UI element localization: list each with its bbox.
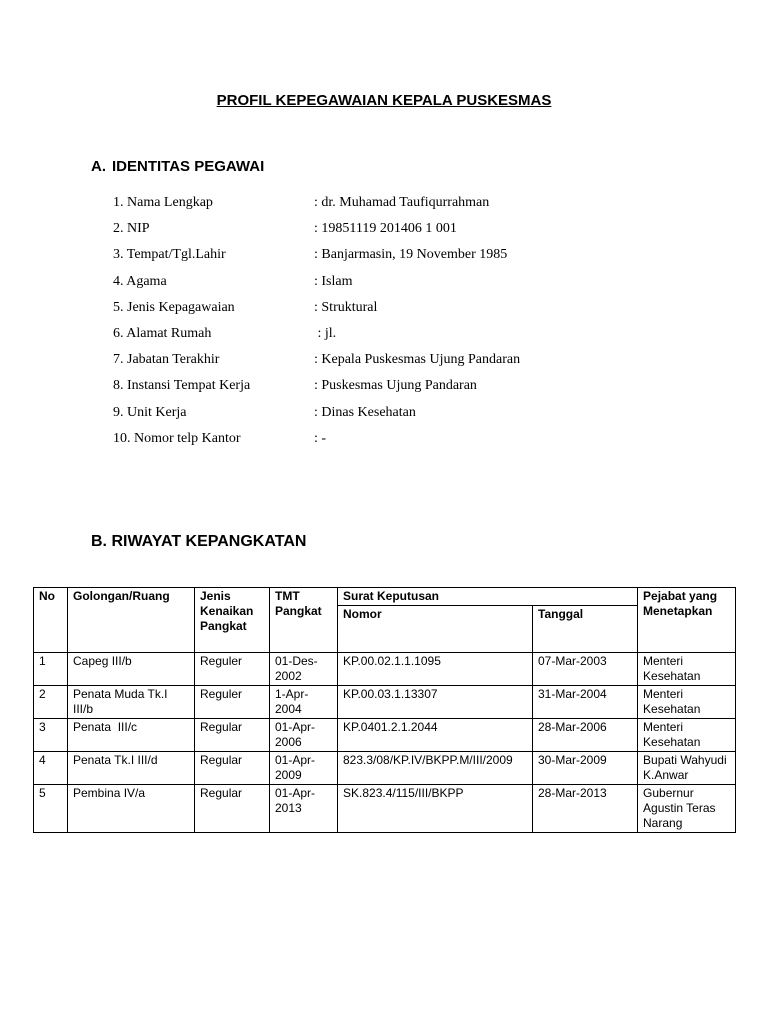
cell-tanggal: 30-Mar-2009	[533, 752, 638, 785]
cell-tmt: 01-Apr-2006	[270, 719, 338, 752]
cell-nomor: SK.823.4/115/III/BKPP	[338, 785, 533, 833]
cell-nomor: KP.00.03.1.13307	[338, 686, 533, 719]
identity-value: : Banjarmasin, 19 November 1985	[314, 247, 508, 263]
identity-row	[113, 430, 673, 456]
cell-tmt: 01-Apr-2009	[270, 752, 338, 785]
identity-label: 10. Nomor telp Kantor	[113, 430, 241, 446]
cell-jenis: Reguler	[195, 653, 270, 686]
cell-pejabat: Menteri Kesehatan	[638, 653, 736, 686]
identity-row	[113, 377, 673, 403]
table-row	[34, 785, 736, 833]
identity-value: : Islam	[314, 273, 353, 289]
cell-tmt: 1-Apr-2004	[270, 686, 338, 719]
cell-pejabat: Gubernur Agustin Teras Narang	[638, 785, 736, 833]
section-a-letter: A.	[91, 158, 106, 175]
identity-value: : Puskesmas Ujung Pandaran	[314, 378, 477, 394]
cell-tanggal: 31-Mar-2004	[533, 686, 638, 719]
identity-value: : 19851119 201406 1 001	[314, 221, 457, 237]
cell-no: 3	[34, 719, 68, 752]
identity-value: : Struktural	[314, 299, 378, 315]
identity-value: : dr. Muhamad Taufiqurrahman	[314, 195, 490, 210]
identity-value: : Kepala Puskesmas Ujung Pandaran	[314, 352, 521, 368]
cell-jenis: Regular	[195, 719, 270, 752]
header-surat-keputusan: Surat Keputusan	[338, 588, 638, 606]
identity-row	[113, 194, 673, 220]
identity-row	[113, 273, 673, 299]
identity-value: : -	[314, 430, 327, 446]
cell-golongan: Penata III/c	[68, 719, 195, 752]
cell-no: 1	[34, 653, 68, 686]
identity-label: 5. Jenis Kepagawaian	[113, 299, 235, 315]
table-row	[34, 686, 736, 719]
table-row	[34, 752, 736, 785]
identity-row	[113, 246, 673, 272]
identity-row	[113, 404, 673, 430]
table-row	[34, 719, 736, 752]
identity-row	[113, 220, 673, 246]
cell-nomor: KP.0401.2.1.2044	[338, 719, 533, 752]
cell-tanggal: 28-Mar-2006	[533, 719, 638, 752]
cell-tmt: 01-Apr-2013	[270, 785, 338, 833]
cell-golongan: Capeg III/b	[68, 653, 195, 686]
cell-nomor: 823.3/08/KP.IV/BKPP.M/III/2009	[338, 752, 533, 785]
identity-label: 7. Jabatan Terakhir	[113, 352, 220, 368]
cell-pejabat: Menteri Kesehatan	[638, 686, 736, 719]
table-row	[34, 653, 736, 686]
cell-golongan: Pembina IV/a	[68, 785, 195, 833]
identity-row	[113, 299, 673, 325]
header-tmt: TMT Pangkat	[270, 588, 338, 653]
header-nomor: Nomor	[338, 606, 533, 653]
identity-label: 9. Unit Kerja	[113, 404, 187, 420]
identity-label: 3. Tempat/Tgl.Lahir	[113, 247, 226, 263]
header-pejabat: Pejabat yang Menetapkan	[638, 588, 736, 653]
header-golongan: Golongan/Ruang	[68, 588, 195, 653]
cell-pejabat: Bupati Wahyudi K.Anwar	[638, 752, 736, 785]
cell-nomor: KP.00.02.1.1.1095	[338, 653, 533, 686]
cell-tanggal: 07-Mar-2003	[533, 653, 638, 686]
identity-label: 2. NIP	[113, 221, 150, 237]
cell-no: 5	[34, 785, 68, 833]
document-title: PROFIL KEPEGAWAIAN KEPALA PUSKESMAS	[216, 92, 552, 109]
cell-pejabat: Menteri Kesehatan	[638, 719, 736, 752]
cell-tmt: 01-Des-2002	[270, 653, 338, 686]
section-a-heading	[91, 158, 264, 175]
header-no: No	[34, 588, 68, 653]
cell-jenis: Regular	[195, 752, 270, 785]
section-b-heading: B. RIWAYAT KEPANGKATAN	[91, 533, 307, 550]
section-a-title: IDENTITAS PEGAWAI	[112, 158, 265, 175]
cell-golongan: Penata Muda Tk.I III/b	[68, 686, 195, 719]
identity-label: 8. Instansi Tempat Kerja	[113, 378, 251, 394]
identity-value: : jl.	[314, 325, 337, 341]
identity-label: 1. Nama Lengkap	[113, 195, 213, 210]
identity-list	[113, 194, 673, 456]
cell-no: 4	[34, 752, 68, 785]
identity-row	[113, 351, 673, 377]
identity-label: 4. Agama	[113, 273, 167, 289]
header-tanggal: Tanggal	[533, 606, 638, 653]
cell-tanggal: 28-Mar-2013	[533, 785, 638, 833]
cell-jenis: Reguler	[195, 686, 270, 719]
identity-label: 6. Alamat Rumah	[113, 325, 212, 341]
identity-value: : Dinas Kesehatan	[314, 404, 416, 420]
identity-row	[113, 325, 673, 351]
header-jenis: Jenis Kenaikan Pangkat	[195, 588, 270, 653]
cell-no: 2	[34, 686, 68, 719]
rank-history-table	[33, 587, 736, 833]
cell-jenis: Regular	[195, 785, 270, 833]
cell-golongan: Penata Tk.I III/d	[68, 752, 195, 785]
